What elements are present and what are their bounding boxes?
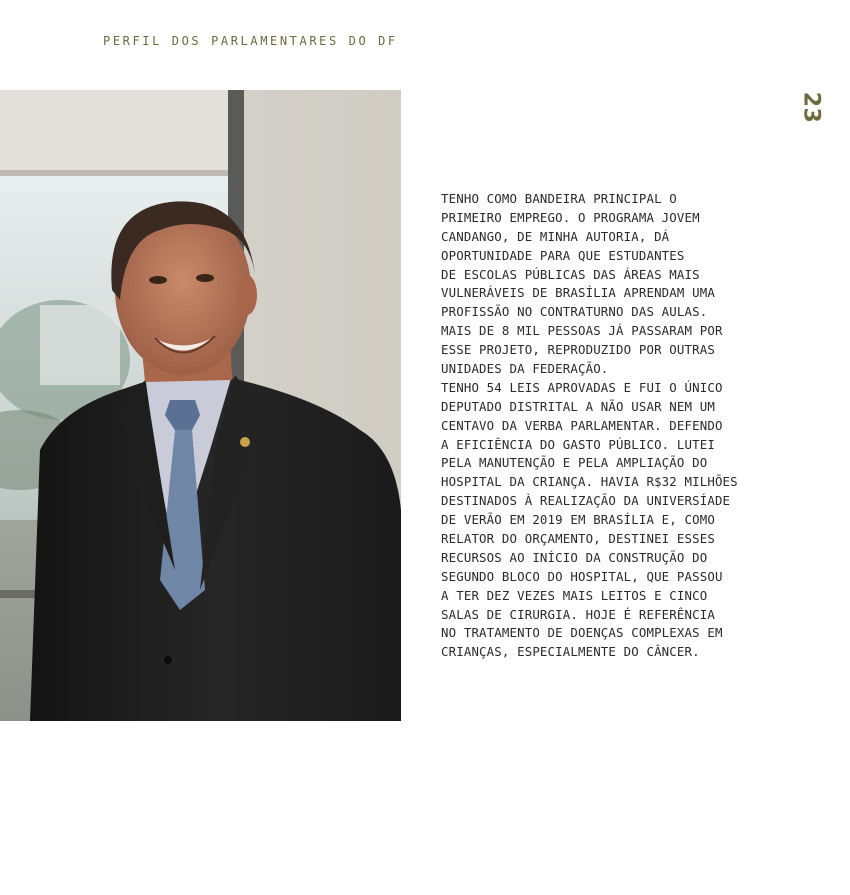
- lapel-pin: [240, 437, 250, 447]
- body-text-line: DESTINADOS À REALIZAÇÃO DA UNIVERSÍADE: [441, 493, 731, 509]
- body-text-line: MAIS DE 8 MIL PESSOAS JÁ PASSARAM POR: [441, 323, 723, 339]
- body-text-line: RELATOR DO ORÇAMENTO, DESTINEI ESSES: [441, 531, 715, 547]
- body-text-line: NO TRATAMENTO DE DOENÇAS COMPLEXAS EM: [441, 625, 723, 641]
- running-header: PERFIL DOS PARLAMENTARES DO DF: [103, 34, 398, 48]
- body-text-line: CANDANGO, DE MINHA AUTORIA, DÁ: [441, 228, 670, 244]
- body-text-line: SALAS DE CIRURGIA. HOJE É REFERÊNCIA: [441, 606, 715, 622]
- body-text-line: TENHO 54 LEIS APROVADAS E FUI O ÚNICO: [441, 379, 723, 395]
- body-text-line: CRIANÇAS, ESPECIALMENTE DO CÂNCER.: [441, 644, 700, 660]
- body-text: [441, 190, 781, 662]
- body-text-line: PRIMEIRO EMPREGO. O PROGRAMA JOVEM: [441, 209, 700, 225]
- body-text-line: DE ESCOLAS PÚBLICAS DAS ÁREAS MAIS: [441, 266, 700, 282]
- portrait-photo: [0, 90, 401, 721]
- body-text-line: DE VERÃO EM 2019 EM BRASÍLIA E, COMO: [441, 512, 715, 528]
- body-text-line: CENTAVO DA VERBA PARLAMENTAR. DEFENDO: [441, 417, 723, 433]
- body-text-line: TENHO COMO BANDEIRA PRINCIPAL O: [441, 191, 677, 206]
- body-text-line: HOSPITAL DA CRIANÇA. HAVIA R$32 MILHÕES: [441, 474, 738, 490]
- body-text-line: UNIDADES DA FEDERAÇÃO.: [441, 361, 609, 377]
- window-blind: [0, 90, 228, 175]
- body-text-line: DEPUTADO DISTRITAL A NÃO USAR NEM UM: [441, 398, 715, 414]
- body-text-line: A EFICIÊNCIA DO GASTO PÚBLICO. LUTEI: [441, 436, 715, 452]
- body-text-line: PROFISSÃO NO CONTRATURNO DAS AULAS.: [441, 304, 708, 320]
- body-text-line: RECURSOS AO INÍCIO DA CONSTRUÇÃO DO: [441, 549, 708, 565]
- body-text-line: VULNERÁVEIS DE BRASÍLIA APRENDAM UMA: [441, 285, 715, 301]
- portrait-illustration: [0, 90, 401, 721]
- page-number-label: 23: [798, 91, 824, 123]
- body-text-line: OPORTUNIDADE PARA QUE ESTUDANTES: [441, 247, 685, 263]
- body-text-line: PELA MANUTENÇÃO E PELA AMPLIAÇÃO DO: [441, 455, 708, 471]
- body-text-line: A TER DEZ VEZES MAIS LEITOS E CINCO: [441, 587, 708, 603]
- body-text-line: SEGUNDO BLOCO DO HOSPITAL, QUE PASSOU: [441, 568, 723, 584]
- page-number: [796, 90, 826, 124]
- body-text-line: ESSE PROJETO, REPRODUZIDO POR OUTRAS: [441, 342, 715, 358]
